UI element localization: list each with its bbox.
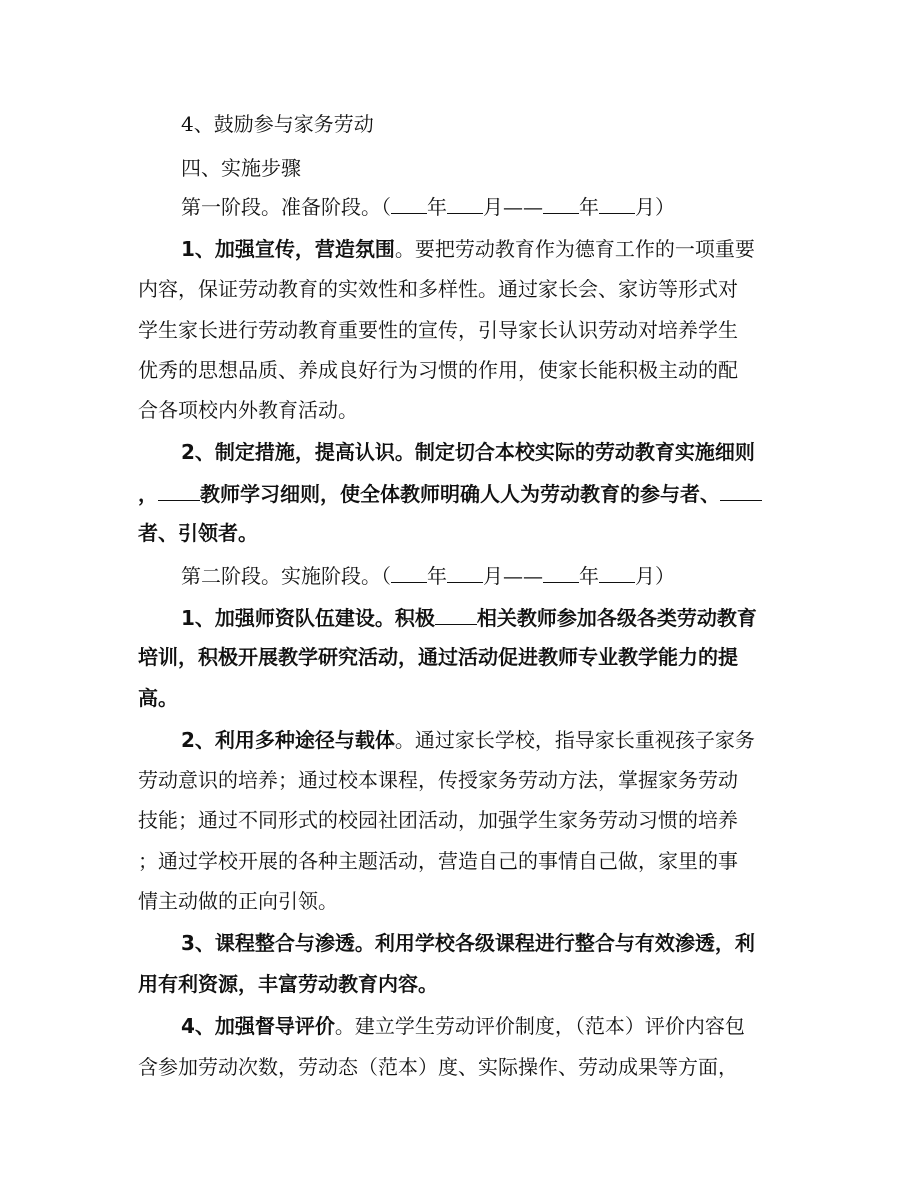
text: 教师学习细则，使全体教师明确人人为劳动教育的参与者、 — [200, 482, 720, 506]
text: 优秀的思想品质、养成良好行为习惯的作用，使家长能积极主动的配 — [138, 358, 738, 382]
text: 培训，积极开展教学研究活动，通过活动促进教师专业教学能力的提 — [138, 645, 738, 669]
paragraph-line — [181, 603, 757, 631]
text: 高。 — [138, 686, 178, 710]
paragraph-line — [138, 479, 762, 507]
paragraph-line — [138, 316, 738, 344]
stage-one-heading — [181, 192, 675, 220]
paragraph-line — [138, 1053, 738, 1081]
paragraph-line — [138, 887, 338, 915]
text: 第二阶段。实施阶段。（ — [181, 564, 391, 588]
paragraph-line — [138, 643, 738, 671]
text: 月—— — [483, 564, 543, 588]
text: 情主动做的正向引领。 — [138, 889, 338, 913]
text: 。通过家长学校，指导家长重视孩子家务 — [394, 728, 755, 752]
text: 用有利资源，丰富劳动教育内容。 — [138, 972, 438, 996]
text: 合各项校内外教育活动。 — [138, 398, 358, 422]
paragraph-line — [138, 847, 738, 875]
text: 技能；通过不同形式的校园社团活动，加强学生家务劳动习惯的培养 — [138, 808, 738, 832]
paragraph-line — [181, 235, 755, 263]
blank-line — [158, 479, 200, 501]
blank-line — [543, 561, 579, 583]
paragraph-line — [181, 929, 755, 957]
paragraph-line — [138, 684, 178, 712]
blank-line — [391, 561, 427, 583]
text: 第一阶段。准备阶段。（ — [181, 195, 391, 219]
text: 四、实施步骤 — [181, 156, 301, 180]
text: 1、加强师资队伍建设。积极 — [181, 606, 435, 630]
text: 年 — [579, 195, 599, 219]
stage-two-heading — [181, 561, 675, 589]
section-heading-implementation-steps — [181, 154, 301, 182]
blank-line — [447, 192, 483, 214]
text: 月） — [635, 195, 675, 219]
paragraph-line — [138, 356, 738, 384]
paragraph-line — [138, 766, 738, 794]
text: 内容，保证劳动教育的实效性和多样性。通过家长会、家访等形式对 — [138, 277, 738, 301]
text: 4、鼓励参与家务劳动 — [181, 112, 374, 136]
text: 者、引领者。 — [138, 521, 258, 545]
text: 。要把劳动教育作为德育工作的一项重要 — [394, 237, 755, 261]
bold-lead: 4、加强督导评价 — [181, 1014, 335, 1038]
list-item-encourage-housework — [181, 110, 374, 138]
text: ， — [138, 482, 158, 506]
bold-lead: 1、加强宣传，营造氛围 — [181, 237, 395, 261]
blank-line — [447, 561, 483, 583]
paragraph-line — [138, 970, 438, 998]
paragraph-line — [138, 519, 258, 547]
paragraph-line — [181, 726, 755, 754]
paragraph-line — [138, 396, 358, 424]
text: 年 — [579, 564, 599, 588]
text: 相关教师参加各级各类劳动教育 — [476, 606, 757, 630]
text: ；通过学校开展的各种主题活动，营造自己的事情自己做，家里的事 — [138, 849, 738, 873]
text: 含参加劳动次数，劳动态（范本）度、实际操作、劳动成果等方面， — [138, 1055, 738, 1079]
text: 2、制定措施，提高认识。制定切合本校实际的劳动教育实施细则 — [181, 440, 755, 464]
text: 月—— — [483, 195, 543, 219]
blank-line — [599, 192, 635, 214]
text: 年 — [427, 195, 447, 219]
text: 年 — [427, 564, 447, 588]
text: 3、课程整合与渗透。利用学校各级课程进行整合与有效渗透，利 — [181, 931, 755, 955]
paragraph-line — [138, 806, 738, 834]
text: 学生家长进行劳动教育重要性的宣传，引导家长认识劳动对培养学生 — [138, 318, 738, 342]
paragraph-line — [181, 1012, 745, 1040]
text: 。建立学生劳动评价制度，（范本）评价内容包 — [334, 1014, 745, 1038]
blank-line — [720, 479, 762, 501]
text: 月） — [635, 564, 675, 588]
paragraph-line — [138, 275, 738, 303]
blank-line — [543, 192, 579, 214]
blank-line — [599, 561, 635, 583]
bold-lead: 2、利用多种途径与载体 — [181, 728, 395, 752]
blank-line — [435, 603, 477, 625]
blank-line — [391, 192, 427, 214]
paragraph-line — [181, 438, 755, 466]
text: 劳动意识的培养；通过校本课程，传授家务劳动方法，掌握家务劳动 — [138, 768, 738, 792]
